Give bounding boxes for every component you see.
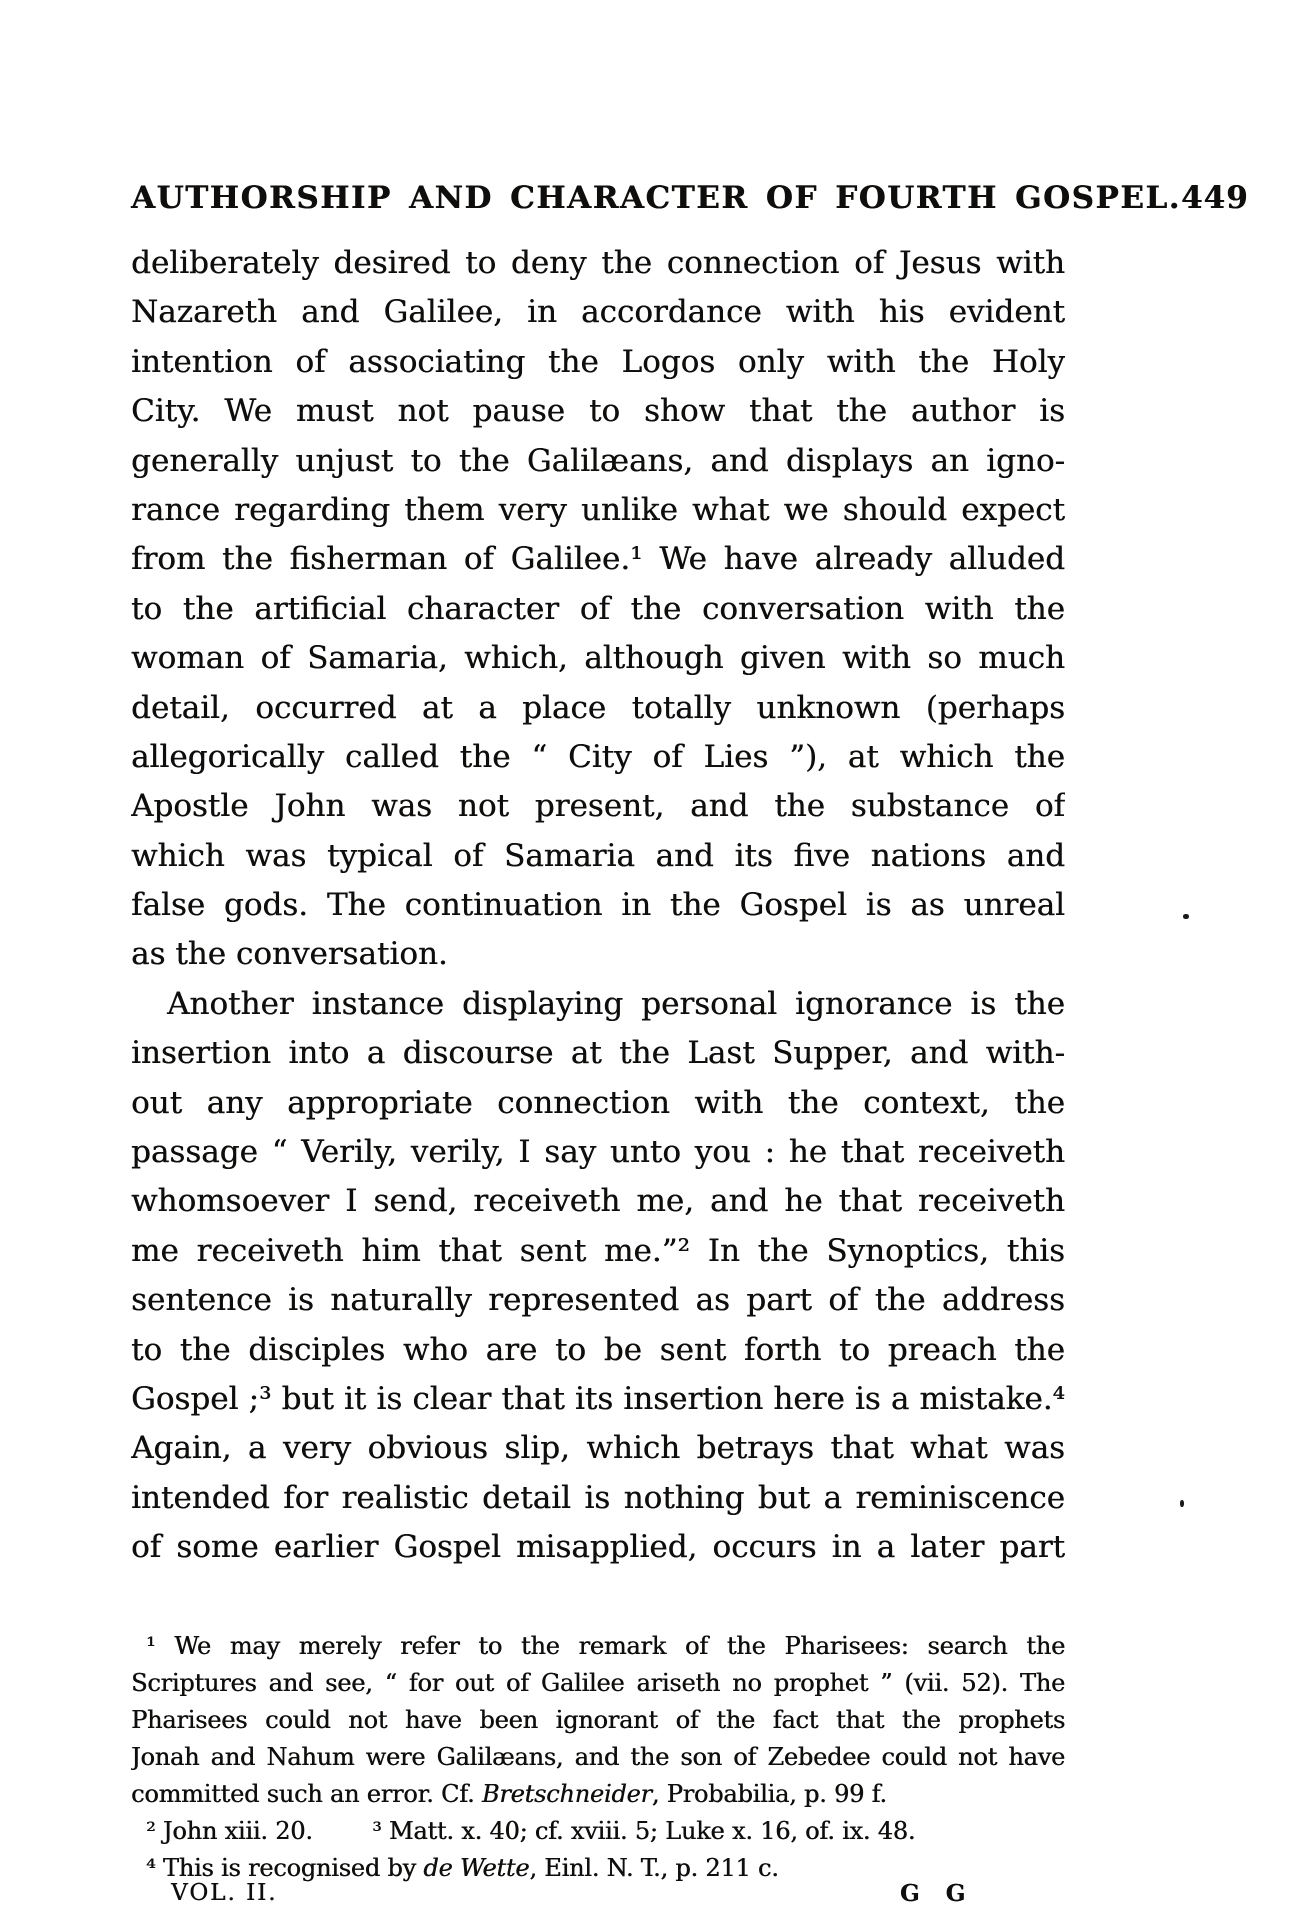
signature-mark: G G	[900, 1880, 975, 1907]
text-segment: Jonah and Nahum were Galilæans, and the son of Zebedee could not have	[131, 1743, 1065, 1771]
text-line	[131, 1474, 1065, 1523]
page-footer	[131, 1880, 1065, 1912]
text-line	[131, 1029, 1065, 1078]
text-line	[131, 1523, 1065, 1572]
volume-label: VOL. II.	[171, 1880, 278, 1906]
text-segment: as the conversation.	[131, 936, 448, 973]
ink-speck	[1180, 1500, 1184, 1507]
text-segment: insertion into a discourse at the Last Supper, and with-	[131, 1035, 1065, 1072]
text-line	[131, 288, 1065, 337]
text-line	[131, 1424, 1065, 1473]
text-line	[131, 1128, 1065, 1177]
text-line	[131, 634, 1065, 683]
text-segment: to the artificial character of the conversation with the	[131, 590, 1065, 627]
text-line	[131, 980, 1065, 1029]
footnotes	[131, 1628, 1065, 1887]
text-segment: City. We must not pause to show that the author is	[131, 393, 1065, 430]
text-segment: which was typical of Samaria and its five nations and	[131, 837, 1065, 874]
text-segment: ² John xiii. 20. ³ Matt. x. 40; cf. xviii. 5; Luke x. 16, of. ix. 48.	[146, 1817, 916, 1845]
text-line	[131, 832, 1065, 881]
running-title: AUTHORSHIP AND CHARACTER OF FOURTH GOSPEL.	[131, 180, 1181, 216]
text-segment: Apostle John was not present, and the substance of	[131, 788, 1065, 825]
text-segment: sentence is naturally represented as part of the address	[131, 1282, 1065, 1319]
text-line	[131, 1177, 1065, 1226]
text-segment: to the disciples who are to be sent forth to preach the	[131, 1331, 1065, 1368]
footnote-line	[131, 1739, 1065, 1776]
footnote-line	[131, 1702, 1065, 1739]
text-segment: committed such an error. Cf.	[131, 1780, 482, 1808]
text-segment: Scriptures and see, “ for out of Galilee ariseth no prophet ” (vii. 52). The	[131, 1669, 1065, 1697]
text-segment: passage “ Verily, verily, I say unto you : he that receiveth	[131, 1134, 1065, 1171]
text-line	[131, 338, 1065, 387]
text-line	[131, 1276, 1065, 1325]
text-segment: false gods. The continuation in the Gospel is as unreal	[131, 887, 1065, 924]
text-segment: , Probabilia, p. 99 f.	[651, 1780, 887, 1808]
text-segment: Again, a very obvious slip, which betrays that what was	[131, 1430, 1065, 1467]
text-segment: out any appropriate connection with the context, the	[131, 1084, 1065, 1121]
page-number: 449	[1180, 180, 1249, 216]
text-line	[131, 1079, 1065, 1128]
footnote-line	[131, 1776, 1065, 1813]
text-segment: rance regarding them very unlike what we should expect	[131, 491, 1065, 528]
text-line	[131, 535, 1065, 584]
text-segment: intention of associating the Logos only with the Holy	[131, 343, 1065, 380]
text-segment: me receiveth him that sent me.”² In the Synoptics, this	[131, 1232, 1065, 1269]
text-line	[131, 437, 1065, 486]
text-segment: Another instance displaying personal ignorance is the	[167, 985, 1065, 1022]
text-segment: Gospel ;³ but it is clear that its insertion here is a mistake.⁴	[131, 1380, 1065, 1417]
page-header	[131, 180, 1249, 216]
text-line	[131, 1227, 1065, 1276]
text-line	[131, 782, 1065, 831]
text-line	[131, 733, 1065, 782]
text-segment: Nazareth and Galilee, in accordance with his evident	[131, 294, 1065, 331]
text-segment: allegorically called the “ City of Lies ”), at which the	[131, 738, 1065, 775]
text-segment: from the fisherman of Galilee.¹ We have already alluded	[131, 541, 1065, 578]
text-segment: intended for realistic detail is nothing but a reminiscence	[131, 1479, 1065, 1516]
text-line	[131, 881, 1065, 930]
text-segment: whomsoever I send, receiveth me, and he that receiveth	[131, 1183, 1065, 1220]
text-segment: woman of Samaria, which, although given with so much	[131, 640, 1065, 677]
footnote-line	[131, 1813, 1065, 1850]
ink-speck	[1183, 914, 1189, 919]
footnote-line	[131, 1665, 1065, 1702]
text-line	[131, 930, 1065, 979]
text-segment: deliberately desired to deny the connection of Jesus with	[131, 245, 1065, 281]
body-text	[131, 239, 1065, 1573]
text-line	[131, 1326, 1065, 1375]
text-segment: ¹ We may merely refer to the remark of the Pharisees: search the	[146, 1632, 1065, 1660]
italic-text: de Wette	[423, 1854, 530, 1882]
text-segment: detail, occurred at a place totally unknown (perhaps	[131, 689, 1065, 726]
text-line	[131, 239, 1065, 288]
text-line	[131, 585, 1065, 634]
text-line	[131, 387, 1065, 436]
text-line	[131, 486, 1065, 535]
text-segment: of some earlier Gospel misapplied, occurs in a later part	[131, 1529, 1065, 1566]
text-line	[131, 684, 1065, 733]
italic-text: Bretschneider	[481, 1780, 652, 1808]
text-segment: generally unjust to the Galilæans, and displays an igno-	[131, 442, 1065, 479]
text-line	[131, 1375, 1065, 1424]
text-segment: Pharisees could not have been ignorant of the fact that the prophets	[131, 1706, 1065, 1734]
footnote-line	[131, 1628, 1065, 1665]
text-segment: ⁴ This is recognised by	[146, 1854, 424, 1882]
text-segment: , Einl. N. T., p. 211 c.	[529, 1854, 779, 1882]
